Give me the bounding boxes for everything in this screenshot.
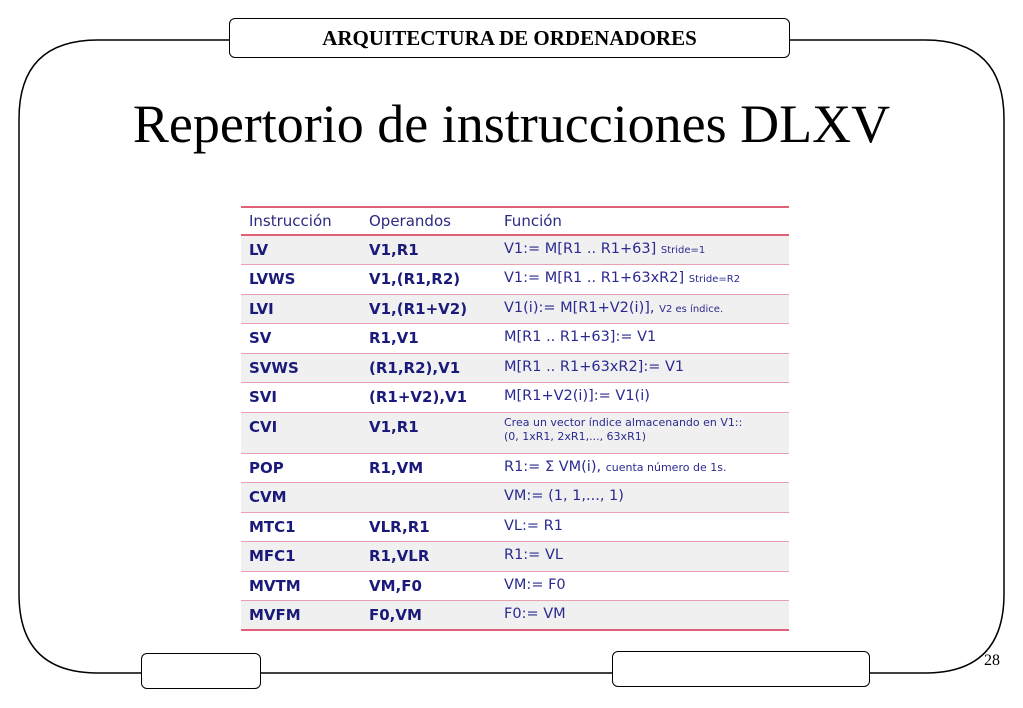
row-operands: R1,V1 (369, 329, 419, 347)
row-function (496, 412, 789, 453)
function-note: cuenta número de 1s. (605, 460, 727, 474)
row-instruction: MVFM (249, 606, 301, 624)
row-operands: VLR,R1 (369, 517, 430, 536)
row-instruction: LV (249, 241, 269, 259)
function-text: M[R1 .. R1+63]:= V1 (504, 329, 657, 345)
table-row (241, 571, 789, 601)
table-row (241, 483, 789, 513)
row-function (496, 571, 789, 601)
function-text: Crea un vector índice almacenando en V1:: (504, 415, 743, 429)
table-row (241, 294, 789, 324)
row-function (496, 483, 789, 513)
table-row (241, 601, 789, 631)
row-instruction: SVI (249, 388, 277, 406)
row-operands (361, 483, 496, 513)
function-text: M[R1 .. R1+63xR2]:= V1 (504, 358, 685, 375)
row-instruction: SV (249, 329, 272, 347)
function-text: M[R1+V2(i)]:= V1(i) (504, 388, 650, 404)
row-instruction: SVWS (249, 358, 299, 377)
row-function (496, 453, 789, 483)
slide-title: Repertorio de instrucciones DLXV (132, 94, 891, 154)
footer-left-box (141, 653, 261, 689)
row-operands: (R1+V2),V1 (369, 388, 468, 406)
table-row (241, 412, 789, 453)
row-function (496, 265, 789, 295)
row-instruction: CVM (249, 488, 287, 506)
row-instruction: MTC1 (249, 517, 296, 536)
row-operands: V1,R1 (369, 241, 419, 259)
table-row (241, 235, 789, 265)
row-operands: F0,VM (369, 606, 422, 624)
row-operands: R1,VLR (369, 547, 430, 565)
row-function (496, 601, 789, 631)
row-operands: V1,(R1,R2) (369, 270, 461, 288)
function-note: (0, 1xR1, 2xR1,..., 63xR1) (504, 429, 646, 443)
instruction-table-container (241, 206, 789, 631)
row-operands: VM,F0 (369, 576, 422, 595)
table-row (241, 265, 789, 295)
table-row (241, 512, 789, 542)
row-function (496, 353, 789, 383)
table-row (241, 324, 789, 354)
header-funcion: Función (504, 212, 562, 230)
row-instruction: CVI (249, 417, 278, 436)
function-text: R1:= VL (504, 547, 563, 563)
row-function (496, 235, 789, 265)
table-row (241, 383, 789, 413)
row-function (496, 294, 789, 324)
row-instruction: LVWS (249, 270, 296, 288)
header-instruccion: Instrucción (249, 212, 332, 230)
table-row (241, 453, 789, 483)
table-header-row (241, 207, 789, 235)
header-operandos: Operandos (369, 212, 451, 230)
table-row (241, 353, 789, 383)
row-operands: R1,VM (369, 458, 424, 477)
row-function (496, 542, 789, 572)
table-row (241, 542, 789, 572)
instruction-table (241, 206, 789, 631)
function-text: R1:= Σ VM(i), (504, 458, 602, 475)
row-function (496, 512, 789, 542)
course-title-box (229, 18, 790, 58)
footer-right-box (612, 651, 870, 687)
function-note: Stride=R2 (688, 274, 741, 285)
row-function (496, 324, 789, 354)
row-operands: V1,R1 (369, 417, 419, 436)
function-text: V1:= M[R1 .. R1+63] (504, 241, 657, 257)
function-text: V1(i):= M[R1+V2(i)], (504, 299, 655, 316)
row-function (496, 383, 789, 413)
row-instruction: MVTM (249, 576, 301, 595)
function-text: V1:= M[R1 .. R1+63xR2] (504, 270, 685, 286)
function-note: Stride=1 (660, 245, 706, 256)
function-text: F0:= VM (504, 606, 566, 622)
row-instruction: MFC1 (249, 547, 296, 565)
row-operands: V1,(R1+V2) (369, 299, 468, 318)
page-number: 28 (984, 652, 1000, 669)
function-text: VM:= F0 (504, 576, 566, 593)
row-instruction: LVI (249, 299, 274, 318)
row-instruction: POP (249, 458, 284, 477)
course-title: ARQUITECTURA DE ORDENADORES (322, 25, 697, 50)
function-note: V2 es índice. (659, 303, 724, 315)
row-operands: (R1,R2),V1 (369, 358, 461, 377)
function-text: VL:= R1 (504, 517, 563, 534)
function-text: VM:= (1, 1,..., 1) (504, 488, 624, 504)
